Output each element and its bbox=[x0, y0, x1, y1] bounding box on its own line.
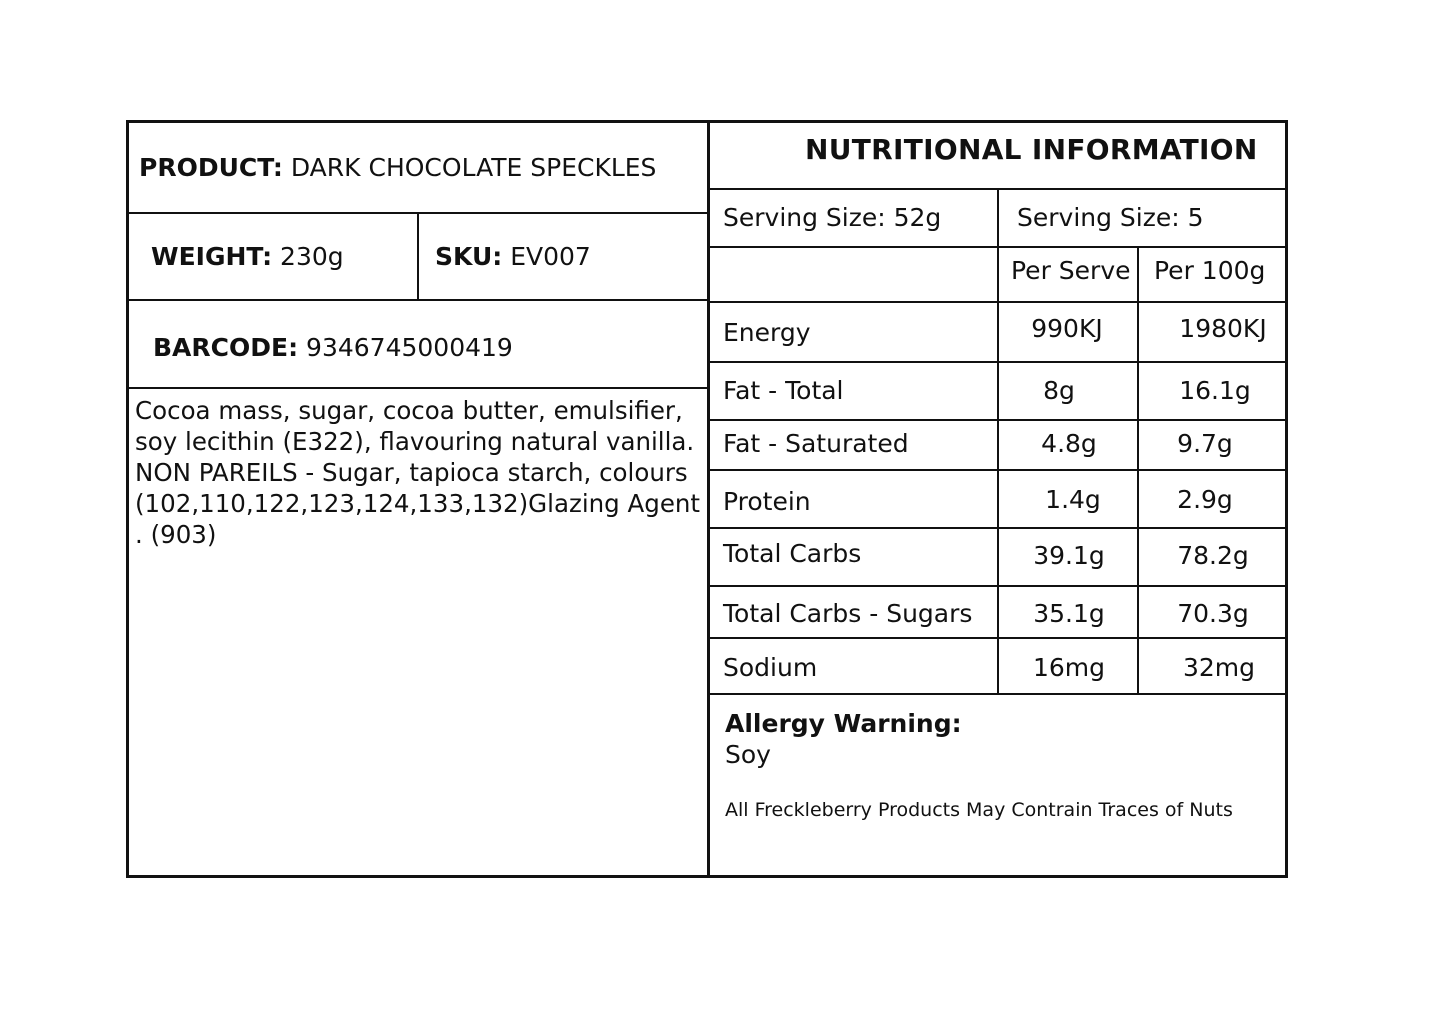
divider bbox=[417, 212, 419, 299]
divider bbox=[129, 387, 707, 389]
allergy-value: Soy bbox=[725, 740, 771, 769]
nutrient-name: Sodium bbox=[723, 653, 818, 682]
nutrient-per-serve: 39.1g bbox=[1033, 541, 1105, 570]
nutrient-per-100g: 78.2g bbox=[1177, 541, 1249, 570]
divider bbox=[997, 188, 999, 693]
nutrient-per-100g: 70.3g bbox=[1177, 599, 1249, 628]
ingredients-text: Cocoa mass, sugar, cocoa butter, emulsifier, soy lecithin (E322), flavouring natural vanilla. NON PAREILS - Sugar, tapioca starch, colours (102,110,122,123,124,133,132)Glazing Agent . (903) bbox=[135, 396, 701, 549]
nutrient-per-serve: 16mg bbox=[1032, 653, 1106, 682]
allergy-note: All Freckleberry Products May Contrain Traces of Nuts bbox=[725, 799, 1233, 821]
weight-value: 230g bbox=[280, 242, 344, 271]
divider bbox=[707, 123, 710, 875]
nutrient-name: Energy bbox=[723, 318, 811, 347]
nutrient-name: Fat - Saturated bbox=[723, 429, 909, 458]
nutrient-per-serve: 35.1g bbox=[1033, 599, 1105, 628]
product-label-text: PRODUCT: bbox=[139, 153, 283, 182]
divider bbox=[129, 299, 707, 301]
nutrition-title: NUTRITIONAL INFORMATION bbox=[805, 133, 1258, 166]
weight-field bbox=[151, 244, 344, 269]
product-field bbox=[139, 155, 656, 180]
sku-label-text: SKU: bbox=[435, 242, 503, 271]
divider bbox=[709, 693, 1285, 695]
serving-size: Serving Size: 52g bbox=[723, 203, 942, 232]
nutrient-per-100g: 1980KJ bbox=[1179, 314, 1267, 343]
nutrient-per-serve: 4.8g bbox=[1041, 429, 1097, 458]
nutrient-per-100g: 2.9g bbox=[1177, 485, 1233, 514]
barcode-label-text: BARCODE: bbox=[153, 333, 299, 362]
nutrient-name: Total Carbs - Sugars bbox=[723, 599, 973, 628]
nutrient-name: Total Carbs bbox=[723, 539, 862, 568]
product-label bbox=[126, 120, 1288, 878]
nutrient-per-100g: 32mg bbox=[1182, 653, 1256, 682]
divider bbox=[1137, 246, 1139, 693]
column-header-per-serve: Per Serve bbox=[1011, 256, 1131, 285]
servings-per-pack: Serving Size: 5 bbox=[1017, 203, 1204, 232]
nutrient-per-100g: 9.7g bbox=[1177, 429, 1233, 458]
nutrient-per-serve: 1.4g bbox=[1045, 485, 1101, 514]
column-header-per-100g: Per 100g bbox=[1154, 256, 1266, 285]
product-name: DARK CHOCOLATE SPECKLES bbox=[290, 153, 657, 182]
nutrient-per-serve: 8g bbox=[1043, 376, 1075, 405]
nutrient-name: Protein bbox=[723, 487, 811, 516]
sku-field bbox=[435, 244, 591, 269]
nutrient-per-serve: 990KJ bbox=[1031, 314, 1103, 343]
barcode-value: 9346745000419 bbox=[306, 333, 513, 362]
nutrient-per-100g: 16.1g bbox=[1179, 376, 1251, 405]
barcode-field bbox=[153, 335, 513, 360]
allergy-title: Allergy Warning: bbox=[725, 709, 962, 738]
weight-label-text: WEIGHT: bbox=[151, 242, 273, 271]
nutrient-name: Fat - Total bbox=[723, 376, 844, 405]
sku-value: EV007 bbox=[510, 242, 591, 271]
